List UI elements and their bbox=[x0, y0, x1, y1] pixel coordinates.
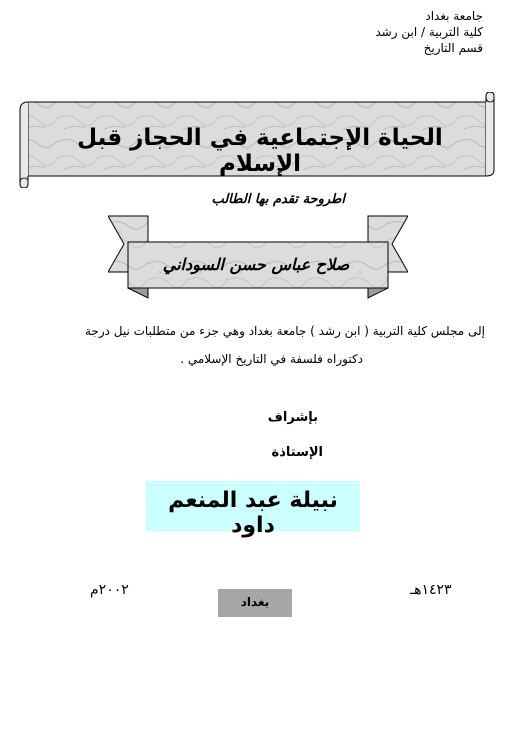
supervisor-name: نبيلة عبد المنعم داود bbox=[168, 488, 338, 538]
supervision-label: بإشراف bbox=[267, 410, 318, 425]
submitted-by-label: اطروحة تقدم بها الطالب bbox=[211, 192, 345, 207]
submission-line-1: إلى مجلس كلية التربية ( ابن رشد ) جامعة بغداد وهي جزء من متطلبات نيل درجة bbox=[84, 324, 485, 338]
city-name: بغداد bbox=[240, 595, 270, 609]
student-name: صلاح عباس حسن السوداني bbox=[162, 255, 350, 274]
department-name: قسم التاريخ bbox=[423, 41, 483, 55]
hijri-year: ١٤٢٣هـ bbox=[410, 582, 452, 598]
thesis-title: الحياة الإجتماعية في الحجاز قبل الإسلام bbox=[77, 125, 443, 177]
college-name: كلية التربية / ابن رشد bbox=[375, 25, 483, 39]
submission-line-2: دكتوراه فلسفة في التاريخ الإسلامي . bbox=[180, 352, 363, 366]
university-name: جامعة بغداد bbox=[425, 9, 483, 23]
supervisor-rank: الإستاذة bbox=[271, 445, 323, 460]
gregorian-year: ٢٠٠٢م bbox=[90, 582, 129, 598]
